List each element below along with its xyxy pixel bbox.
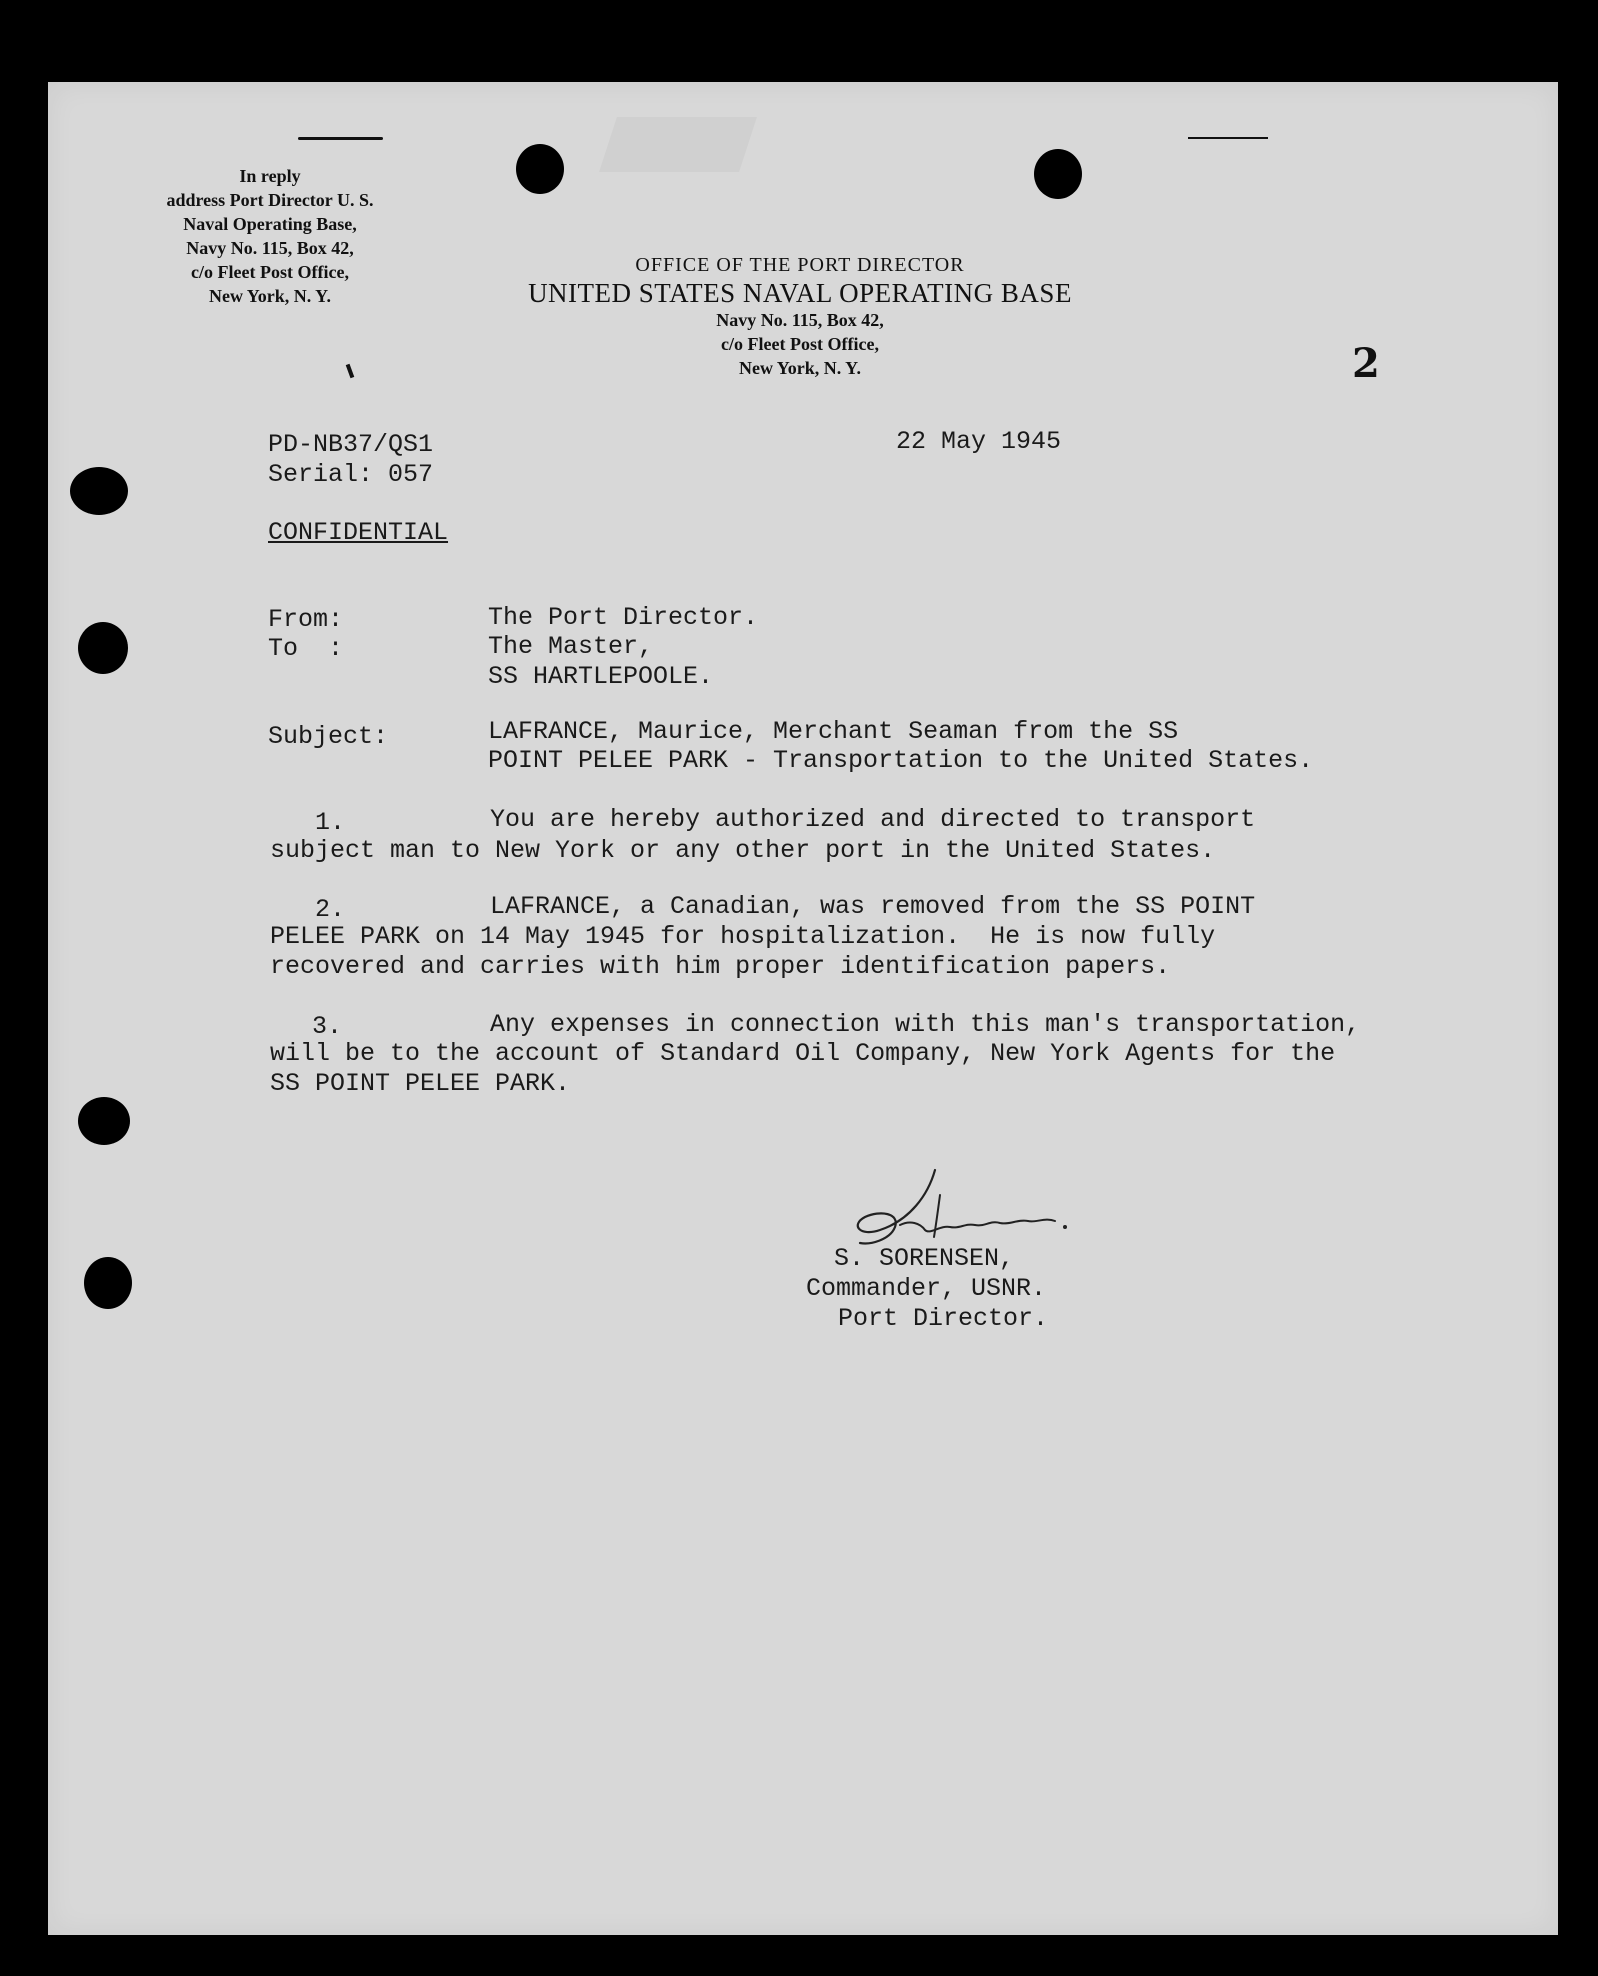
paragraph-number: 1.	[315, 808, 346, 837]
paragraph-text: SS POINT PELEE PARK.	[270, 1069, 571, 1098]
signer-rank: Commander, USNR.	[806, 1274, 1047, 1303]
page-number: 2	[1352, 340, 1380, 387]
base-address-line: New York, N. Y.	[738, 358, 861, 378]
to-label: To :	[268, 634, 344, 663]
base-title: UNITED STATES NAVAL OPERATING BASE	[528, 278, 1072, 308]
paragraph-number: 2.	[315, 895, 346, 924]
to-value-line: SS HARTLEPOOLE.	[488, 662, 714, 691]
punch-hole-left-1	[70, 467, 128, 515]
signer-title: Port Director.	[838, 1304, 1049, 1333]
to-value-line: The Master,	[488, 632, 654, 661]
paragraph-text: Any expenses in connection with this man's transportation,	[490, 1010, 1361, 1039]
letterhead	[480, 252, 1120, 380]
letter-date: 22 May 1945	[896, 427, 1062, 456]
reply-line: In reply	[239, 166, 301, 186]
top-left-dash	[298, 137, 383, 140]
from-label: From:	[268, 605, 344, 634]
base-address-line: c/o Fleet Post Office,	[721, 334, 879, 354]
serial-number: Serial: 057	[268, 460, 434, 489]
paragraph-text: recovered and carries with him proper identification papers.	[270, 952, 1171, 981]
punch-hole-top-right	[1034, 149, 1082, 199]
paragraph-text: will be to the account of Standard Oil Company, New York Agents for the	[270, 1039, 1336, 1068]
paragraph-text: You are hereby authorized and directed to transport	[490, 805, 1256, 834]
paragraph-text: subject man to New York or any other port in the United States.	[270, 836, 1216, 865]
punch-hole-left-4	[84, 1257, 132, 1309]
punch-hole-left-3	[78, 1097, 130, 1145]
paragraph-text: LAFRANCE, a Canadian, was removed from the SS POINT	[490, 892, 1256, 921]
punch-hole-top-left	[516, 144, 564, 194]
punch-hole-left-2	[78, 622, 128, 674]
classification: CONFIDENTIAL	[268, 518, 449, 547]
paper-tab	[599, 117, 757, 172]
reply-line: c/o Fleet Post Office,	[191, 262, 349, 282]
reply-line: New York, N. Y.	[208, 286, 331, 306]
reply-line: Naval Operating Base,	[183, 214, 357, 234]
base-address-line: Navy No. 115, Box 42,	[716, 310, 884, 330]
reference-number: PD-NB37/QS1	[268, 430, 434, 459]
signer-name: S. SORENSEN,	[834, 1244, 1015, 1273]
subject-label: Subject:	[268, 722, 389, 751]
top-right-dash	[1188, 137, 1268, 139]
reply-address	[110, 164, 430, 308]
stray-mark	[346, 364, 355, 379]
subject-line: POINT PELEE PARK - Transportation to the United States.	[488, 746, 1314, 775]
reply-line: address Port Director U. S.	[166, 190, 374, 210]
from-value: The Port Director.	[488, 603, 759, 632]
subject-line: LAFRANCE, Maurice, Merchant Seaman from the SS	[488, 717, 1179, 746]
paragraph-number: 3.	[312, 1012, 343, 1041]
paragraph-text: PELEE PARK on 14 May 1945 for hospitalization. He is now fully	[270, 922, 1216, 951]
reply-line: Navy No. 115, Box 42,	[186, 238, 354, 258]
office-title: OFFICE OF THE PORT DIRECTOR	[635, 254, 965, 276]
